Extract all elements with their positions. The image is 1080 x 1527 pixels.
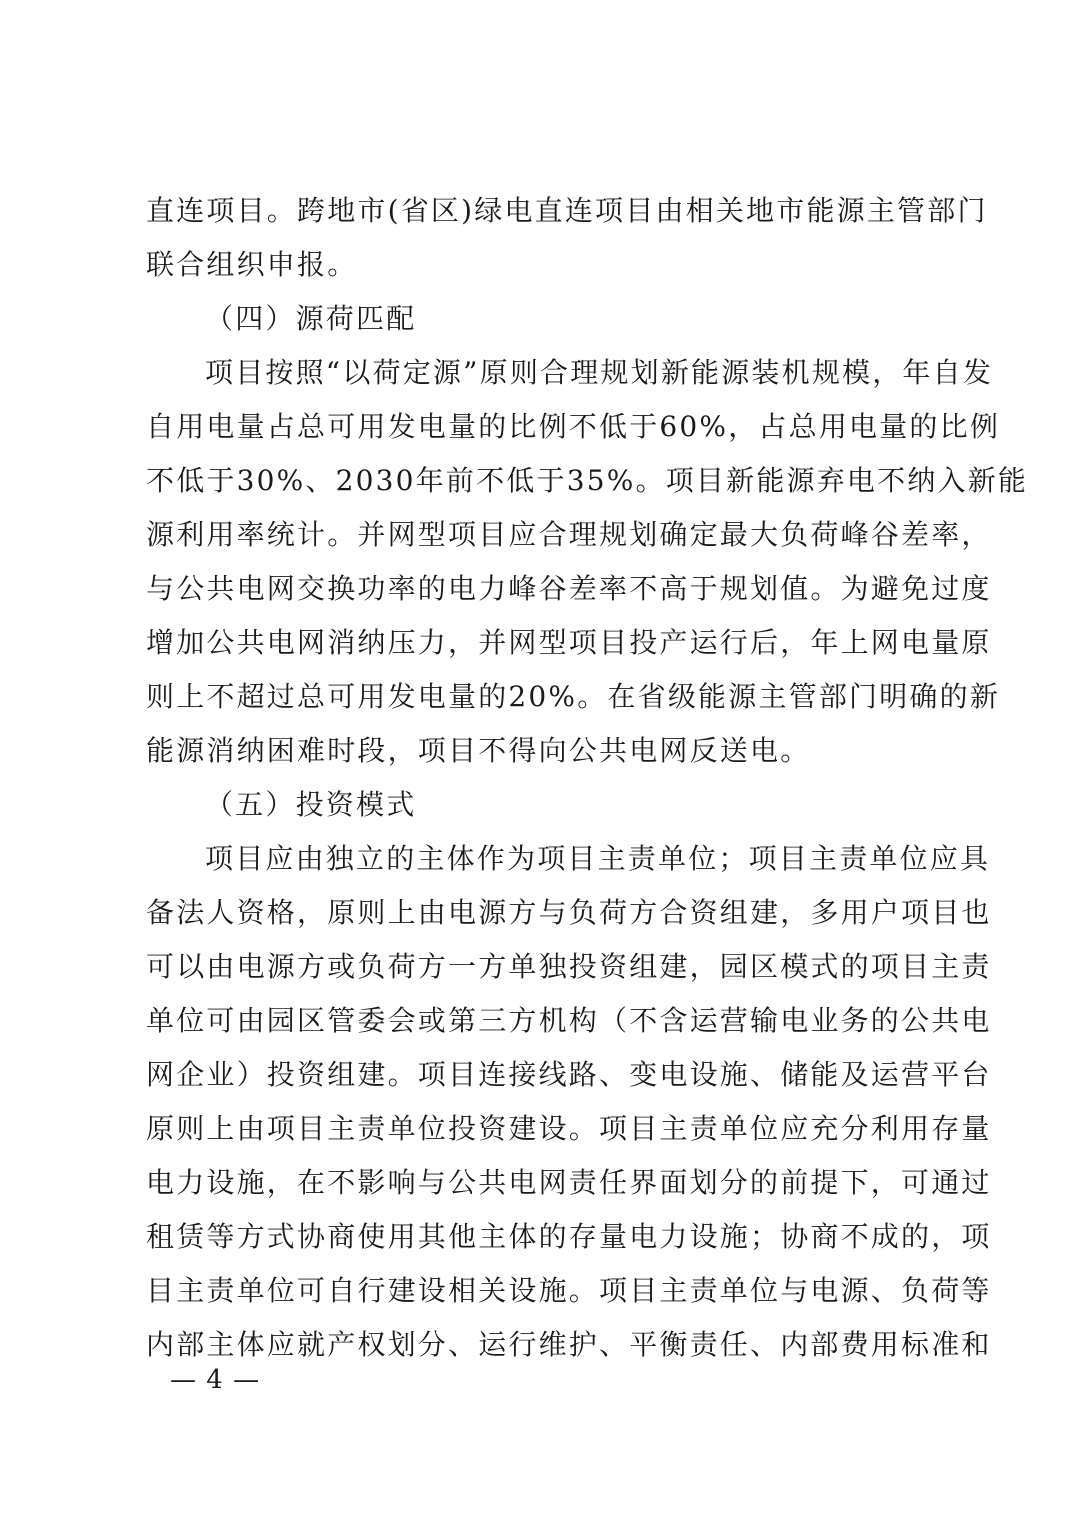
body-line: 与公共电网交换功率的电力峰谷差率不高于规划值。为避免过度 [146,572,992,605]
body-line: 则上不超过总可用发电量的20%。在省级能源主管部门明确的新 [146,680,1001,713]
page-number: — 4 — [170,1365,261,1395]
body-line: 原则上由项目主责单位投资建设。项目主责单位应充分利用存量 [146,1112,992,1145]
body-line: 电力设施，在不影响与公共电网责任界面划分的前提下，可通过 [146,1166,992,1199]
body-line: 目主责单位可自行建设相关设施。项目主责单位与电源、负荷等 [146,1274,992,1307]
body-line: 增加公共电网消纳压力，并网型项目投产运行后，年上网电量原 [146,626,992,659]
body-line: 联合组织申报。 [146,248,358,281]
section-heading-investment-mode: （五）投资模式 [205,788,417,821]
body-line: 可以由电源方或负荷方一方单独投资组建，园区模式的项目主责 [146,950,992,983]
body-line: 不低于30%、2030年前不低于35%。项目新能源弃电不纳入新能 [146,464,1029,497]
body-line: 备法人资格，原则上由电源方与负荷方合资组建，多用户项目也 [146,896,992,929]
section-heading-source-load-matching: （四）源荷匹配 [205,302,417,335]
body-line: 内部主体应就产权划分、运行维护、平衡责任、内部费用标准和 [146,1328,992,1361]
body-line: 项目应由独立的主体作为项目主责单位；项目主责单位应具 [205,842,991,875]
body-line: 源利用率统计。并网型项目应合理规划确定最大负荷峰谷差率， [146,518,992,551]
body-line: 网企业）投资组建。项目连接线路、变电设施、储能及运营平台 [146,1058,992,1091]
body-line: 能源消纳困难时段，项目不得向公共电网反送电。 [146,734,811,767]
body-line: 单位可由园区管委会或第三方机构（不含运营输电业务的公共电 [146,1004,992,1037]
body-line: 租赁等方式协商使用其他主体的存量电力设施；协商不成的，项 [146,1220,992,1253]
body-line: 直连项目。跨地市(省区)绿电直连项目由相关地市能源主管部门 [146,194,988,227]
body-line: 项目按照“以荷定源”原则合理规划新能源装机规模，年自发 [205,356,994,389]
body-line: 自用电量占总可用发电量的比例不低于60%，占总用电量的比例 [146,410,1001,443]
